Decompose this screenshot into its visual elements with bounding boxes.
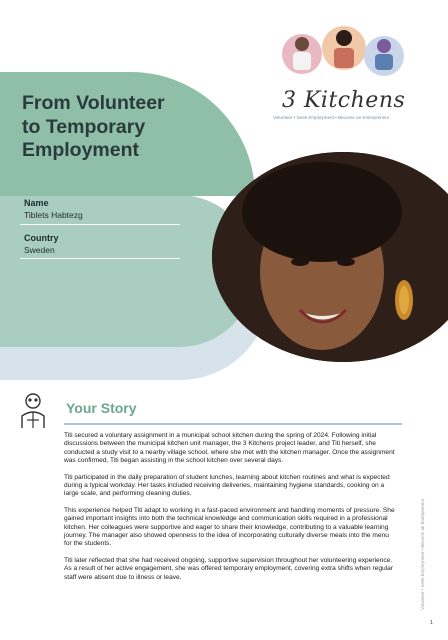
name-value: Tiblets Habtezg	[24, 210, 83, 220]
page-number: 1	[430, 620, 434, 626]
title-line-3: Employment	[22, 139, 140, 161]
name-label: Name	[24, 198, 49, 208]
title-line-1: From Volunteer	[22, 92, 165, 114]
story-paragraph-1: Titi secured a voluntary assignment in a municipal school kitchen during the spring of 2024. Following initial discussions between the municipal kitchen unit manager, the 3 Kitchens project leader, and Titi herself, she conducted a study visit to a nearby village school, where she met with the kitchen manager. Once the assignment was confirmed, Titi began assisting in the school kitchen over several days.	[64, 432, 395, 465]
story-body	[64, 432, 398, 590]
country-label: Country	[24, 233, 59, 243]
chef-icon	[18, 392, 48, 430]
logo-tagline: Volunteer • Seek Employment • Become an Entrepreneur	[273, 115, 390, 120]
three-kitchens-logo	[272, 20, 412, 130]
page-title	[22, 92, 222, 163]
logo-wordmark: 3 Kitchens	[282, 88, 406, 113]
title-line-2: to Temporary	[22, 115, 146, 138]
story-paragraph-2: Titi participated in the daily preparation of student lunches, learning about kitchen routines and what is expected during a typical workday. Her tasks included receiving deliveries, maintaining hygiene standards, cooking on a large scale, and performing cleaning duties.	[64, 473, 390, 498]
country-divider	[20, 258, 180, 259]
side-tagline: Volunteer • Seek Employment • Become an Entrepreneur	[420, 498, 425, 610]
name-divider	[20, 224, 180, 225]
story-divider	[64, 423, 402, 425]
story-heading: Your Story	[66, 400, 137, 416]
country-value: Sweden	[24, 245, 55, 255]
story-paragraph-3: This experience helped Titi adapt to working in a fast-paced environment and handling moments of pressure. She gained important insights into both the technical knowledge and communication skills required in a professional kitchen. Her colleagues were supportive and eager to share their knowledge, contributing to a valuable learning journey. The manager also showed openness to the idea of incorporating culturally diverse meals into the menu for the students.	[64, 506, 395, 548]
story-paragraph-4: Titi later reflected that she had received ongoing, supportive supervision throughout her volunteering experience. As a result of her active engagement, she was offered temporary employment, covering extra shifts when regular staff were absent due to illness or leave.	[64, 556, 393, 581]
